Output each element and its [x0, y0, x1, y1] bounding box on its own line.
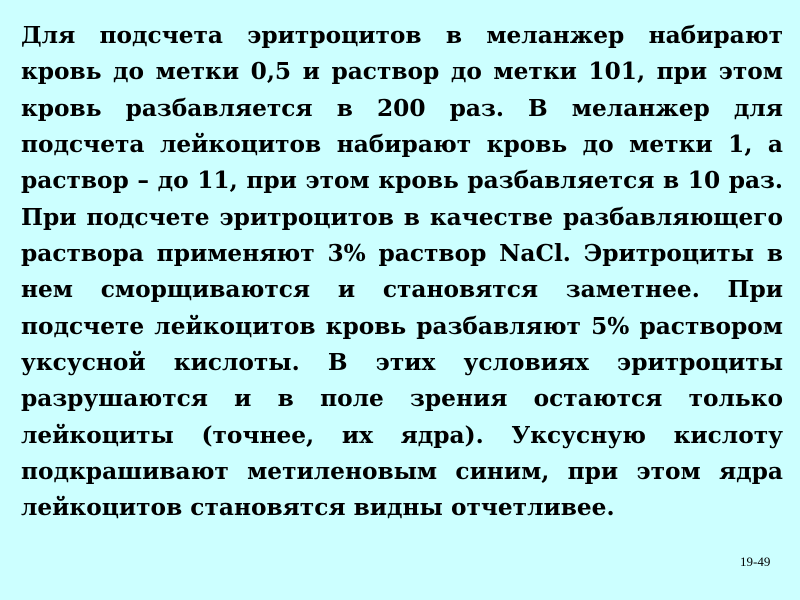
slide-page-number: 19-49 [740, 554, 771, 569]
slide-body-text: Для подсчета эритроцитов в меланжер набирают кровь до метки 0,5 и раствор до метки 101, при этом кровь разбавляется в 200 раз. В меланжер для подсчета лейкоцитов набирают кровь до метки 1, а раствор – до 11, при этом кровь разбавляется в 10 раз. При подсчете эритроцитов в качестве разбавляющего раствора применяют 3% раствор NaCl. Эритроциты в нем сморщиваются и становятся заметнее. При подсчете лейкоцитов кровь разбавляют 5% раствором уксусной кислоты. В этих условиях эритроциты разрушаются и в поле зрения остаются только лейкоциты (точнее, их ядра). Уксусную кислоту подкрашивают метиленовым синим, при этом ядра лейкоцитов становятся видны отчетливее. [21, 22, 783, 522]
